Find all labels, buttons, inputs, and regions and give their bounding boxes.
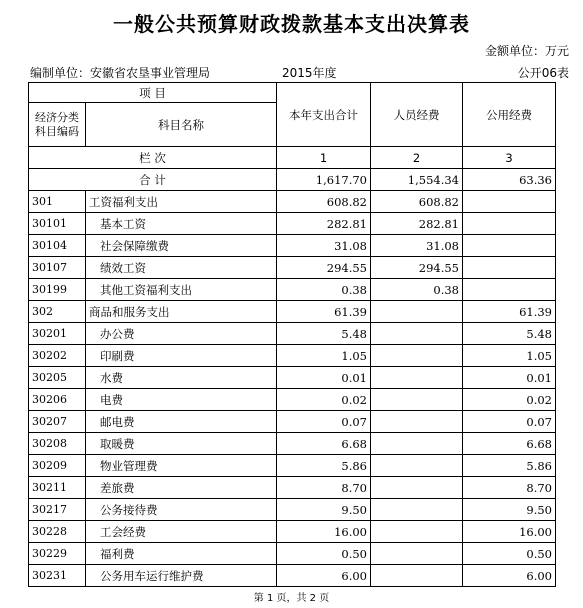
row-subject-name: 邮电费	[86, 411, 277, 433]
table-row	[29, 323, 556, 345]
row-total: 608.82	[277, 191, 371, 213]
row-subject-name: 基本工资	[86, 213, 277, 235]
row-personnel	[371, 323, 463, 345]
row-code: 30208	[29, 433, 86, 455]
row-total: 0.38	[277, 279, 371, 301]
row-subject-name: 工资福利支出	[86, 191, 277, 213]
row-total: 5.86	[277, 455, 371, 477]
expenditure-table	[28, 82, 556, 587]
total-column-header: 本年支出合计	[277, 83, 371, 147]
table-row	[29, 367, 556, 389]
row-personnel	[371, 367, 463, 389]
subject-name-header: 科目名称	[86, 103, 277, 147]
row-personnel	[371, 565, 463, 587]
total-amount: 1,617.70	[277, 169, 371, 191]
econ-code-header: 经济分类科目编码	[29, 103, 86, 147]
row-personnel	[371, 345, 463, 367]
row-total: 294.55	[277, 257, 371, 279]
row-personnel: 608.82	[371, 191, 463, 213]
row-public	[463, 279, 556, 301]
row-subject-name: 福利费	[86, 543, 277, 565]
row-public	[463, 191, 556, 213]
row-personnel	[371, 543, 463, 565]
row-code: 30211	[29, 477, 86, 499]
table-row	[29, 455, 556, 477]
amount-unit: 金额单位：万元	[484, 44, 569, 58]
fiscal-year: 2015年度	[282, 66, 337, 80]
col-num-2: 2	[371, 147, 463, 169]
row-code: 30206	[29, 389, 86, 411]
row-code: 30202	[29, 345, 86, 367]
row-personnel	[371, 521, 463, 543]
row-public: 0.02	[463, 389, 556, 411]
row-public: 61.39	[463, 301, 556, 323]
row-public	[463, 257, 556, 279]
row-public	[463, 213, 556, 235]
row-personnel: 31.08	[371, 235, 463, 257]
form-number: 公开06表	[517, 66, 569, 80]
row-code: 301	[29, 191, 86, 213]
row-total: 6.00	[277, 565, 371, 587]
row-total: 0.07	[277, 411, 371, 433]
table-row	[29, 543, 556, 565]
row-personnel: 0.38	[371, 279, 463, 301]
row-public: 1.05	[463, 345, 556, 367]
row-total: 282.81	[277, 213, 371, 235]
table-row	[29, 477, 556, 499]
row-total: 8.70	[277, 477, 371, 499]
table-row	[29, 213, 556, 235]
row-public: 0.07	[463, 411, 556, 433]
row-total: 61.39	[277, 301, 371, 323]
col-num-1: 1	[277, 147, 371, 169]
row-subject-name: 差旅费	[86, 477, 277, 499]
page-indicator: 第 1 页，共 2 页	[253, 593, 330, 604]
row-personnel	[371, 301, 463, 323]
row-subject-name: 水费	[86, 367, 277, 389]
row-subject-name: 社会保障缴费	[86, 235, 277, 257]
row-personnel	[371, 389, 463, 411]
table-row	[29, 389, 556, 411]
row-personnel	[371, 411, 463, 433]
row-code: 30104	[29, 235, 86, 257]
row-subject-name: 绩效工资	[86, 257, 277, 279]
row-total: 0.01	[277, 367, 371, 389]
table-row	[29, 301, 556, 323]
col-num-3: 3	[463, 147, 556, 169]
row-code: 30199	[29, 279, 86, 301]
row-code: 30207	[29, 411, 86, 433]
row-code: 30209	[29, 455, 86, 477]
row-total: 0.50	[277, 543, 371, 565]
table-row	[29, 521, 556, 543]
row-total: 16.00	[277, 521, 371, 543]
row-label-cell: 栏 次	[29, 147, 277, 169]
total-label: 合 计	[29, 169, 277, 191]
total-row	[29, 169, 556, 191]
row-code: 302	[29, 301, 86, 323]
row-total: 31.08	[277, 235, 371, 257]
row-total: 1.05	[277, 345, 371, 367]
item-header: 项 目	[29, 83, 277, 103]
total-public: 63.36	[463, 169, 556, 191]
row-code: 30228	[29, 521, 86, 543]
total-personnel: 1,554.34	[371, 169, 463, 191]
row-total: 5.48	[277, 323, 371, 345]
row-subject-name: 取暖费	[86, 433, 277, 455]
table-row	[29, 345, 556, 367]
table-row	[29, 433, 556, 455]
row-subject-name: 印刷费	[86, 345, 277, 367]
row-subject-name: 商品和服务支出	[86, 301, 277, 323]
row-personnel	[371, 433, 463, 455]
row-total: 0.02	[277, 389, 371, 411]
row-code: 30101	[29, 213, 86, 235]
table-row	[29, 235, 556, 257]
row-public: 5.86	[463, 455, 556, 477]
compiling-unit: 编制单位：安徽省农垦事业管理局	[30, 66, 211, 80]
row-public: 6.68	[463, 433, 556, 455]
row-public: 9.50	[463, 499, 556, 521]
row-subject-name: 公务用车运行维护费	[86, 565, 277, 587]
row-code: 30201	[29, 323, 86, 345]
row-public: 0.50	[463, 543, 556, 565]
row-public: 16.00	[463, 521, 556, 543]
row-code: 30205	[29, 367, 86, 389]
row-code: 30217	[29, 499, 86, 521]
personnel-column-header: 人员经费	[371, 83, 463, 147]
row-total: 6.68	[277, 433, 371, 455]
row-subject-name: 物业管理费	[86, 455, 277, 477]
row-total: 9.50	[277, 499, 371, 521]
row-personnel: 294.55	[371, 257, 463, 279]
row-code: 30107	[29, 257, 86, 279]
row-subject-name: 办公费	[86, 323, 277, 345]
table-row	[29, 499, 556, 521]
row-personnel: 282.81	[371, 213, 463, 235]
table-row	[29, 411, 556, 433]
row-code: 30229	[29, 543, 86, 565]
table-row	[29, 257, 556, 279]
table-row	[29, 279, 556, 301]
table-row	[29, 191, 556, 213]
header-row-item	[29, 83, 556, 103]
row-subject-name: 电费	[86, 389, 277, 411]
row-code: 30231	[29, 565, 86, 587]
row-public: 5.48	[463, 323, 556, 345]
row-public: 6.00	[463, 565, 556, 587]
row-personnel	[371, 499, 463, 521]
row-subject-name: 工会经费	[86, 521, 277, 543]
public-column-header: 公用经费	[463, 83, 556, 147]
row-public: 0.01	[463, 367, 556, 389]
row-subject-name: 其他工资福利支出	[86, 279, 277, 301]
row-public: 8.70	[463, 477, 556, 499]
row-personnel	[371, 477, 463, 499]
table-row	[29, 565, 556, 587]
row-personnel	[371, 455, 463, 477]
row-public	[463, 235, 556, 257]
row-subject-name: 公务接待费	[86, 499, 277, 521]
column-number-row	[29, 147, 556, 169]
page-title: 一般公共预算财政拨款基本支出决算表	[113, 12, 470, 36]
